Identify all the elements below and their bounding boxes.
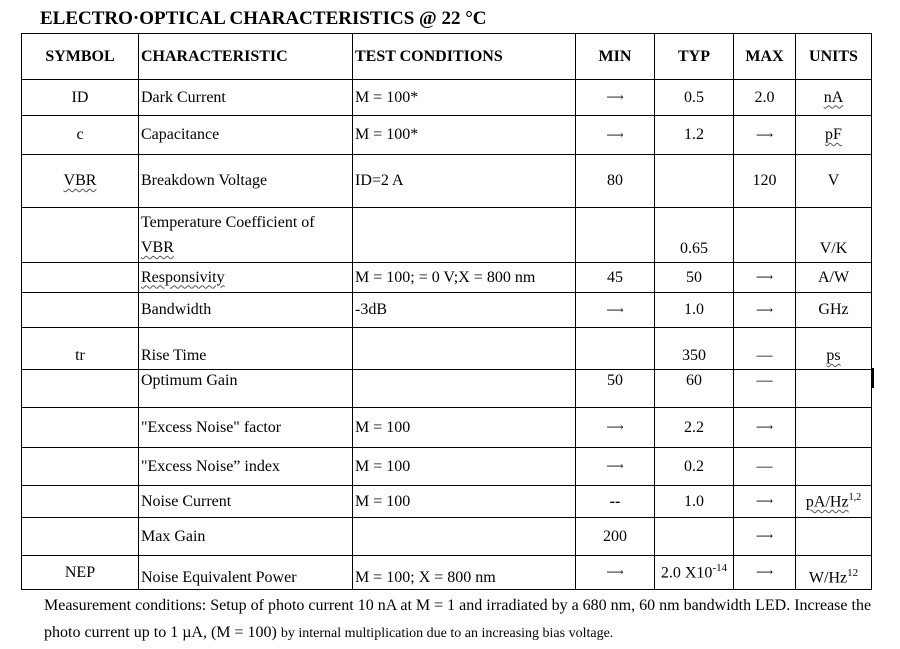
units-cell — [796, 518, 872, 556]
conditions-cell: -3dB — [353, 293, 576, 328]
characteristic-cell: "Excess Noise" factor — [139, 408, 353, 448]
conditions-cell — [353, 518, 576, 556]
characteristic-cell: Max Gain — [139, 518, 353, 556]
table-title: ELECTRO·OPTICAL CHARACTERISTICS @ 22 °C — [40, 8, 487, 29]
max-cell — [734, 208, 796, 263]
symbol-cell: ID — [22, 80, 139, 116]
symbol-cell: VBR — [63, 172, 97, 189]
conditions-cell: M = 100; X = 800 nm — [353, 556, 576, 590]
conditions-cell: ID=2 A — [353, 155, 576, 208]
table-row — [22, 263, 872, 293]
header-symbol: SYMBOL — [22, 34, 139, 80]
units-cell: V/K — [796, 208, 872, 263]
min-cell: ⟶ — [576, 408, 655, 448]
table-row — [22, 155, 872, 208]
typ-cell — [655, 155, 734, 208]
header-test-conditions: TEST CONDITIONS — [353, 34, 576, 80]
typ-superscript: -14 — [712, 562, 728, 575]
typ-cell — [655, 518, 734, 556]
electro-optical-table — [21, 33, 872, 590]
units-value: W/Hz — [808, 569, 848, 586]
table-row — [22, 408, 872, 448]
characteristic-cell: Breakdown Voltage — [139, 155, 353, 208]
min-cell: -- — [576, 486, 655, 518]
header-row — [22, 34, 872, 80]
min-cell: ⟶ — [576, 80, 655, 116]
conditions-cell: M = 100* — [353, 116, 576, 155]
symbol-cell — [22, 263, 139, 293]
table-row — [22, 518, 872, 556]
units-cell — [796, 408, 872, 448]
units-cell: GHz — [796, 293, 872, 328]
conditions-cell: M = 100* — [353, 80, 576, 116]
min-cell: ⟶ — [576, 116, 655, 155]
max-cell: ⟶ — [734, 556, 796, 590]
max-cell: ⟶ — [734, 486, 796, 518]
typ-cell: 60 — [655, 370, 734, 408]
min-cell: 80 — [576, 155, 655, 208]
characteristic-cell: Optimum Gain — [139, 370, 353, 408]
table-row — [22, 486, 872, 518]
characteristic-cell: Responsivity — [141, 268, 225, 286]
units-cell — [796, 556, 872, 590]
symbol-cell — [22, 448, 139, 486]
characteristic-cell: Dark Current — [139, 80, 353, 116]
symbol-cell — [22, 370, 139, 408]
max-cell: ⟶ — [734, 518, 796, 556]
conditions-cell: M = 100 — [353, 448, 576, 486]
conditions-cell: M = 100 — [353, 408, 576, 448]
max-cell: ⟶ — [734, 408, 796, 448]
table-row — [22, 448, 872, 486]
footnote-text-small: by internal multiplication due to an increasing bias voltage. — [280, 626, 614, 641]
table-row — [22, 208, 872, 263]
max-cell: ⟶ — [734, 293, 796, 328]
typ-cell: 50 — [655, 263, 734, 293]
min-cell: 50 — [576, 370, 655, 408]
typ-cell — [655, 556, 734, 590]
units-cell — [796, 448, 872, 486]
units-superscript: 12 — [847, 566, 859, 579]
symbol-cell — [22, 208, 139, 263]
header-max: MAX — [734, 34, 796, 80]
max-cell: — — [734, 370, 796, 408]
units-cell: V — [796, 155, 872, 208]
typ-cell: 1.0 — [655, 293, 734, 328]
table-row — [22, 370, 872, 408]
symbol-cell: c — [22, 116, 139, 155]
symbol-cell: NEP — [22, 556, 139, 590]
typ-value: 2.0 X10 — [660, 564, 713, 582]
typ-cell: 1.2 — [655, 116, 734, 155]
min-cell: ⟶ — [576, 293, 655, 328]
typ-cell: 0.65 — [655, 208, 734, 263]
typ-cell: 350 — [655, 328, 734, 370]
units-cell: ps — [826, 347, 841, 364]
units-cell: A/W — [796, 263, 872, 293]
conditions-cell: M = 100; = 0 V;X = 800 nm — [353, 263, 576, 293]
min-cell — [576, 208, 655, 263]
header-typ: TYP — [655, 34, 734, 80]
header-units: UNITS — [796, 34, 872, 80]
max-cell: ⟶ — [734, 263, 796, 293]
characteristic-cell: Bandwidth — [139, 293, 353, 328]
conditions-cell — [353, 328, 576, 370]
typ-cell: 0.5 — [655, 80, 734, 116]
footnote-text: Measurement conditions: Setup of photo current 10 nA at M = 1 and irradiated by a 680 nm, 60 nm bandwidth LED. Increase the photo current up to 1 µA, (M = 100) — [44, 597, 872, 641]
units-cell: pF — [825, 126, 842, 143]
symbol-cell: tr — [22, 328, 139, 370]
table-row — [22, 80, 872, 116]
symbol-cell — [22, 518, 139, 556]
characteristic-line-2: VBR — [141, 239, 174, 256]
table-row — [22, 293, 872, 328]
characteristic-line-1: Temperature Coefficient of — [141, 214, 315, 231]
conditions-cell — [353, 208, 576, 263]
min-cell: ⟶ — [576, 556, 655, 590]
typ-cell: 1.0 — [655, 486, 734, 518]
typ-cell: 2.2 — [655, 408, 734, 448]
table-row — [22, 116, 872, 155]
units-cell: nA — [823, 88, 844, 106]
footnote — [44, 592, 874, 647]
min-cell: 200 — [576, 518, 655, 556]
max-cell: ⟶ — [734, 116, 796, 155]
characteristic-cell: Noise Current — [139, 486, 353, 518]
units-cell — [796, 370, 872, 408]
conditions-cell: M = 100 — [353, 486, 576, 518]
units-cell: pA/Hz — [805, 493, 849, 511]
units-superscript: 1,2 — [848, 491, 862, 503]
typ-cell: 0.2 — [655, 448, 734, 486]
symbol-cell — [22, 293, 139, 328]
min-cell: ⟶ — [576, 448, 655, 486]
header-min: MIN — [576, 34, 655, 80]
symbol-cell — [22, 408, 139, 448]
characteristic-cell: Capacitance — [139, 116, 353, 155]
max-cell: 120 — [734, 155, 796, 208]
conditions-cell — [353, 370, 576, 408]
max-cell: — — [734, 448, 796, 486]
text-cursor — [872, 368, 874, 388]
min-cell — [576, 328, 655, 370]
table-row — [22, 328, 872, 370]
min-cell: 45 — [576, 263, 655, 293]
max-cell: 2.0 — [734, 80, 796, 116]
symbol-cell — [22, 486, 139, 518]
characteristic-cell: Noise Equivalent Power — [139, 556, 353, 590]
characteristic-cell: Rise Time — [139, 328, 353, 370]
max-cell: — — [734, 328, 796, 370]
header-characteristic: CHARACTERISTIC — [139, 34, 353, 80]
characteristic-cell — [139, 208, 353, 263]
characteristic-cell: "Excess Noise” index — [139, 448, 353, 486]
table-row — [22, 556, 872, 590]
